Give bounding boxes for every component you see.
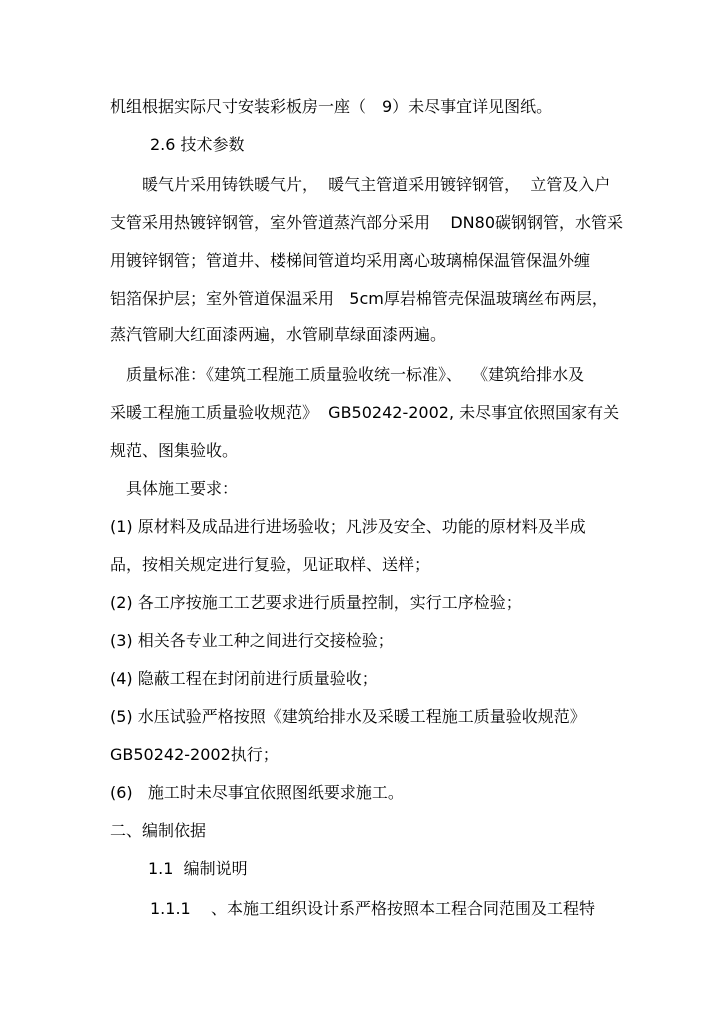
list-item-5b: GB50242-2002执行；	[110, 745, 279, 764]
list-item-1a: (1) 原材料及成品进行进场验收；凡涉及安全、功能的原材料及半成	[110, 517, 586, 536]
text-line-7: 蒸汽管刷大红面漆两遍，水管刷草绿面漆两遍。	[110, 325, 447, 344]
text-line-1: 机组根据实际尺寸安装彩板房一座（ 9）未尽事宜详见图纸。	[110, 97, 553, 116]
text-line-9: 采暖工程施工质量验收规范》 GB50242-2002, 未尽事宜依照国家有关	[110, 403, 620, 422]
text-line-6: 铝箔保护层；室外管道保温采用 5cm厚岩棉管壳保温玻璃丝布两层，	[110, 289, 608, 308]
list-item-2: (2) 各工序按施工工艺要求进行质量控制，实行工序检验；	[110, 593, 522, 612]
text-line-11: 具体施工要求：	[126, 479, 239, 498]
text-line-8: 质量标准：《建筑工程施工质量验收统一标准》、 《建筑给排水及	[126, 365, 585, 384]
list-item-6: (6) 施工时未尽事宜依照图纸要求施工。	[110, 783, 404, 802]
list-item-1b: 品，按相关规定进行复验，见证取样、送样；	[110, 555, 431, 574]
section-heading-1-1: 1.1 编制说明	[148, 859, 248, 878]
text-line-3: 暖气片采用铸铁暖气片， 暖气主管道采用镀锌钢管， 立管及入户	[142, 175, 611, 194]
section-heading-2: 二、编制依据	[110, 821, 207, 840]
list-item-3: (3) 相关各专业工种之间进行交接检验；	[110, 631, 394, 650]
list-item-5a: (5) 水压试验严格按照《建筑给排水及采暖工程施工质量验收规范》	[110, 707, 586, 726]
section-heading-2-6: 2.6 技术参数	[150, 135, 245, 154]
list-item-4: (4) 隐蔽工程在封闭前进行质量验收；	[110, 669, 378, 688]
text-line-5: 用镀锌钢管；管道井、楼梯间管道均采用离心玻璃棉保温管保温外缠	[110, 251, 591, 270]
text-line-22: 1.1.1 、本施工组织设计系严格按照本工程合同范围及工程特	[150, 899, 596, 918]
text-line-4: 支管采用热镀锌钢管，室外管道蒸汽部分采用 DN80碳钢钢管，水管采	[110, 213, 623, 232]
text-line-10: 规范、图集验收。	[110, 441, 239, 460]
